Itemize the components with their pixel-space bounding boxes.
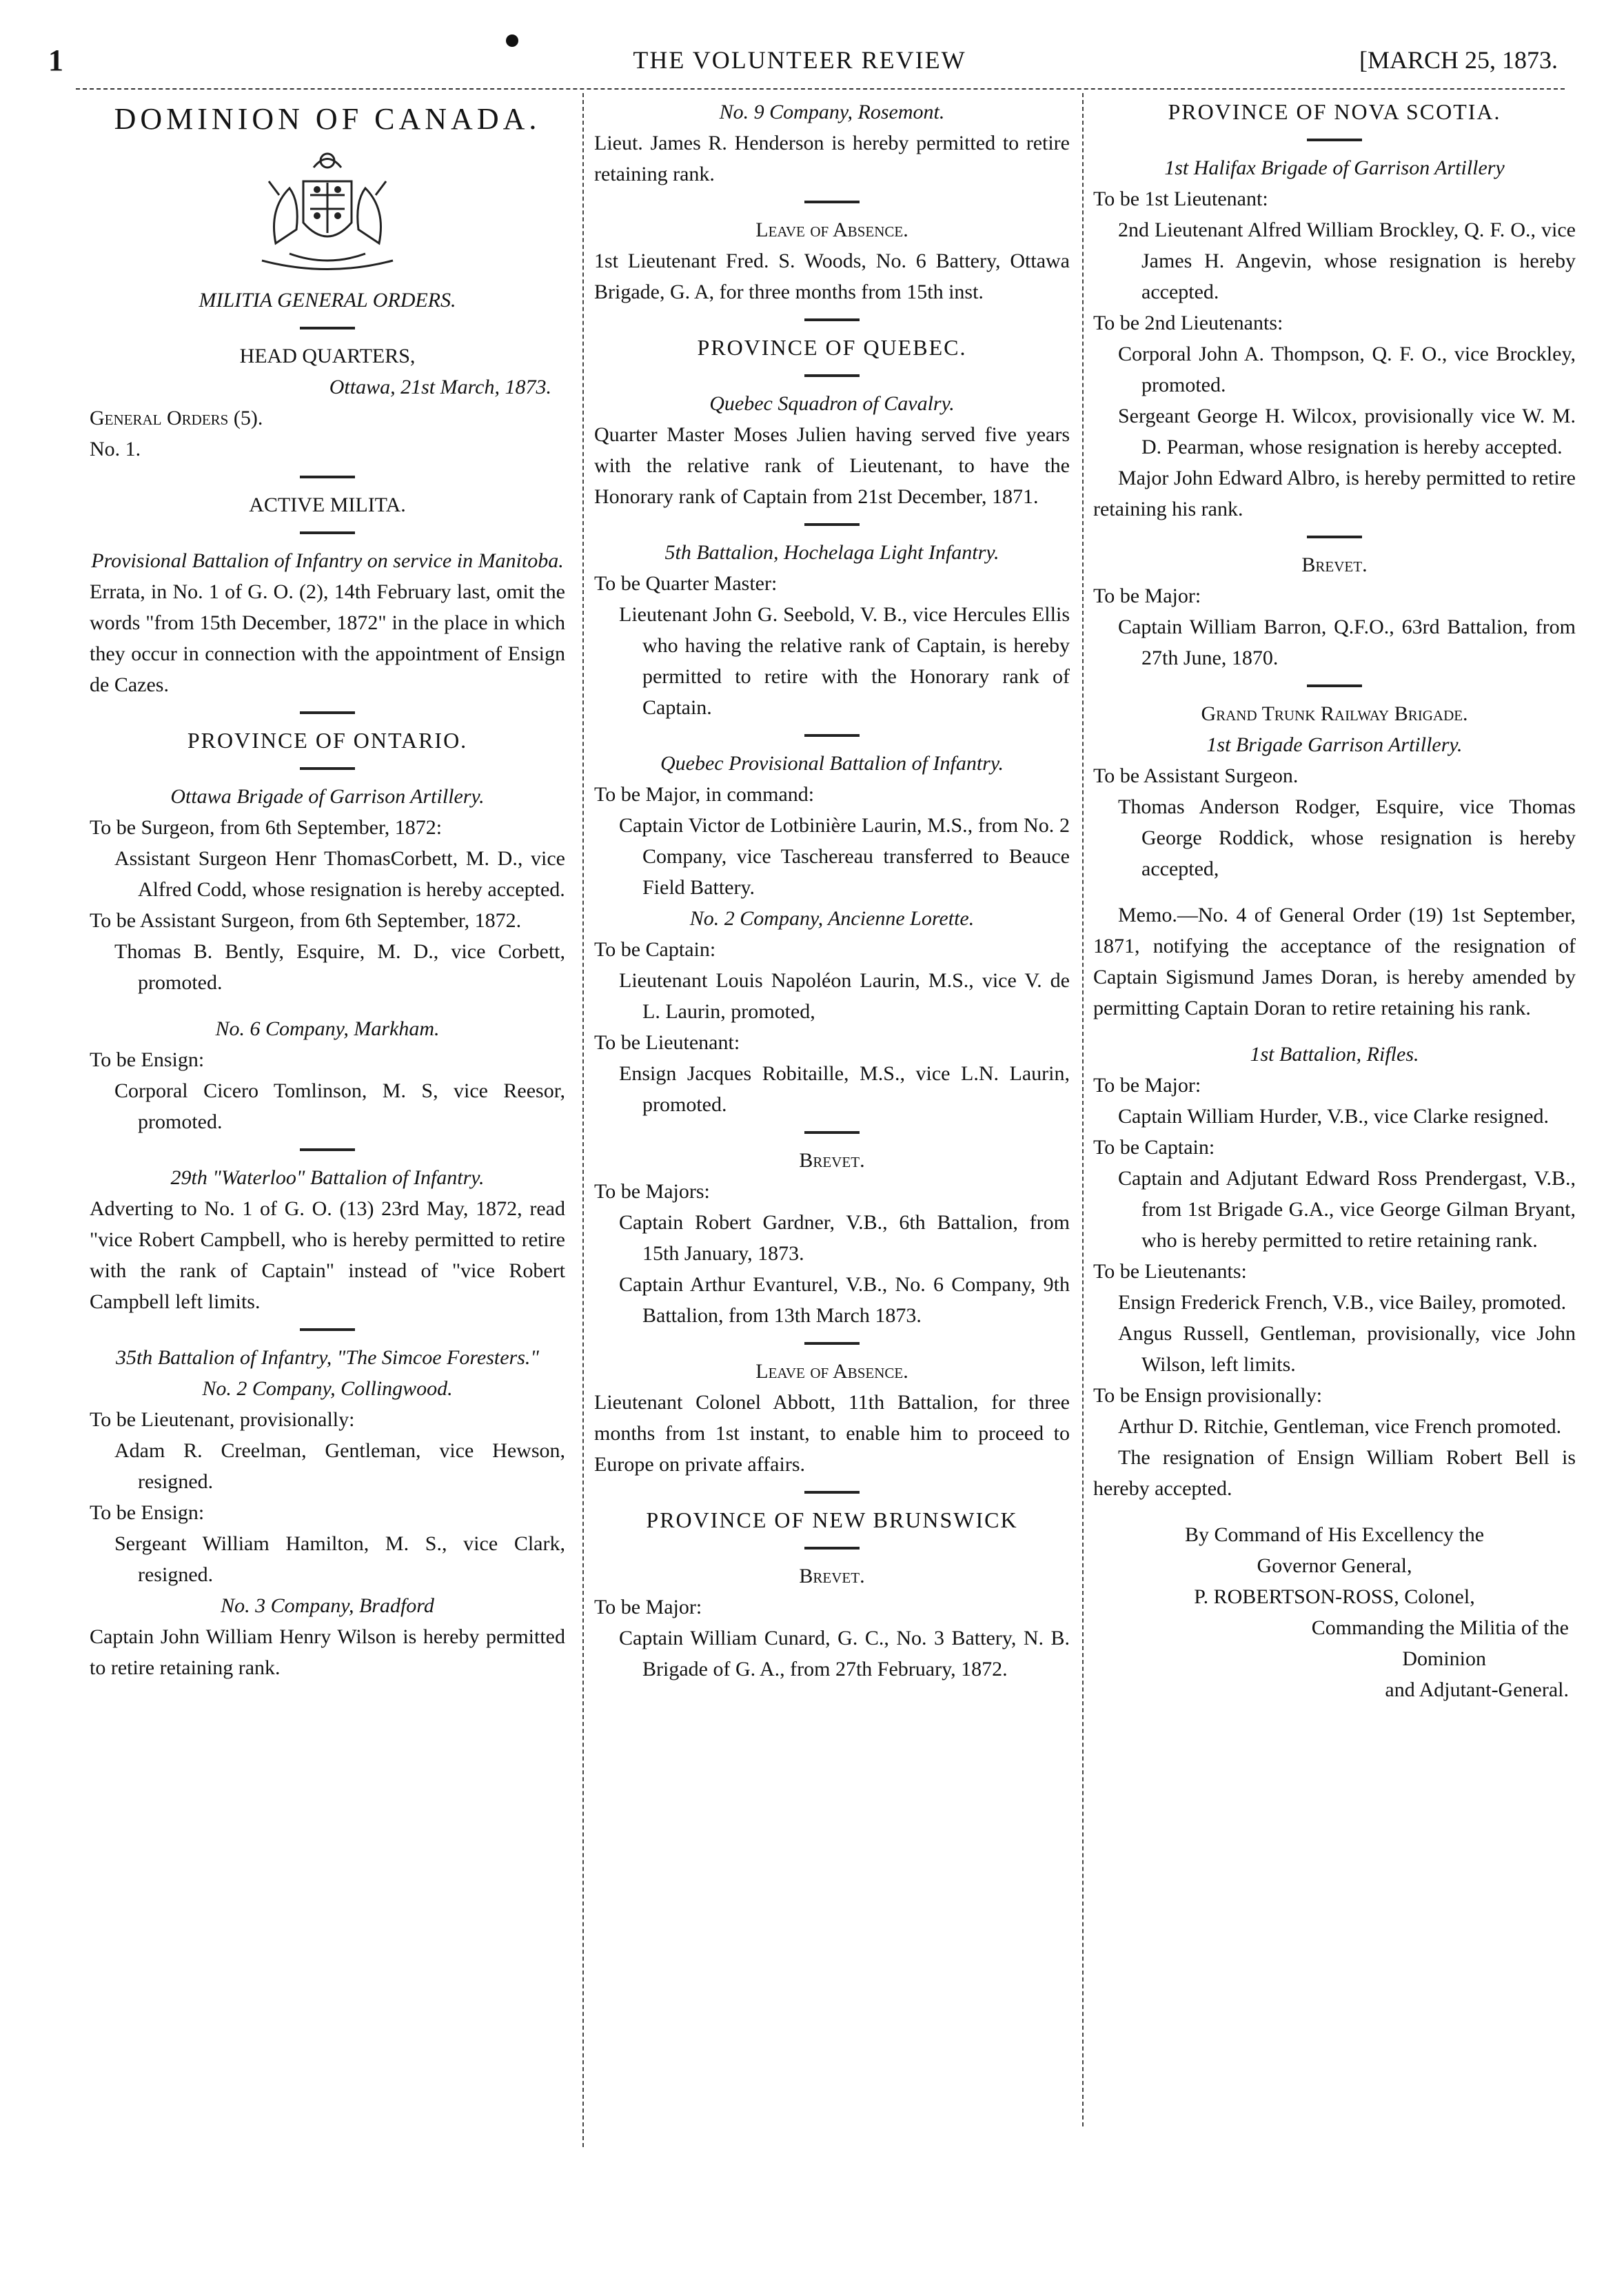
rule: [300, 531, 355, 534]
section-heading: ACTIVE MILITA.: [249, 494, 406, 516]
section-heading: Leave of Absence.: [755, 219, 908, 241]
appointment-line: To be 2nd Lieutenants:: [1093, 312, 1283, 334]
order-paragraph: Major John Edward Albro, is hereby permitted to retire retaining his rank.: [1093, 467, 1576, 520]
appointment-line: To be Majors:: [594, 1180, 710, 1203]
appointment-line: To be Major:: [594, 1596, 702, 1618]
province-heading: PROVINCE OF NOVA SCOTIA.: [1168, 99, 1501, 124]
section-heading: Brevet.: [799, 1149, 865, 1172]
appointment-line: To be Assistant Surgeon.: [1093, 764, 1299, 787]
rule: [804, 201, 860, 203]
unit-heading: No. 9 Company, Rosemont.: [719, 101, 945, 123]
signature-line: Dominion: [1402, 1647, 1486, 1670]
appointment-line: To be Assistant Surgeon, from 6th September, 1872.: [90, 909, 522, 932]
signature-line: By Command of His Excellency the: [1184, 1523, 1485, 1546]
appointment-entry: Assistant Surgeon Henr ThomasCorbett, M. D., vice Alfred Codd, whose resignation is hereby accepted.: [114, 847, 565, 901]
order-paragraph: Lieutenant Colonel Abbott, 11th Battalion, for three months from 1st instant, to enable him to proceed to Europe on private affairs.: [594, 1391, 1070, 1476]
rule: [804, 1491, 860, 1494]
rule: [300, 327, 355, 329]
section-heading: Brevet.: [1301, 553, 1368, 576]
order-paragraph: Lieut. James R. Henderson is hereby permitted to retire retaining rank.: [594, 132, 1070, 185]
dateline: Ottawa, 21st March, 1873.: [329, 376, 551, 398]
appointment-entry: Angus Russell, Gentleman, provisionally, vice John Wilson, left limits.: [1118, 1322, 1576, 1376]
appointment-entry: Captain Robert Gardner, V.B., 6th Battalion, from 15th January, 1873.: [619, 1211, 1070, 1265]
coat-of-arms-emblem: [248, 140, 407, 278]
unit-heading: 1st Brigade Garrison Artillery.: [1206, 733, 1463, 756]
rule: [1307, 684, 1362, 687]
header-rule: [76, 88, 1565, 90]
appointment-entry: Corporal John A. Thompson, Q. F. O., vice Brockley, promoted.: [1118, 343, 1576, 396]
province-heading: PROVINCE OF ONTARIO.: [187, 728, 468, 753]
unit-heading: No. 6 Company, Markham.: [215, 1017, 440, 1040]
unit-heading: Provisional Battalion of Infantry on service in Manitoba.: [91, 549, 564, 572]
order-paragraph: The resignation of Ensign William Robert Bell is hereby accepted.: [1093, 1446, 1576, 1500]
column-divider-2: [1082, 93, 1084, 2126]
signature-name: P. ROBERTSON-ROSS, Colonel,: [1194, 1585, 1475, 1608]
appointment-line: To be Lieutenant, provisionally:: [90, 1408, 355, 1431]
column-2: [594, 96, 1070, 1685]
appointment-entry: Lieutenant Louis Napoléon Laurin, M.S., vice V. de L. Laurin, promoted,: [619, 969, 1070, 1023]
appointment-line: To be Lieutenants:: [1093, 1260, 1247, 1283]
province-heading: PROVINCE OF QUEBEC.: [697, 335, 967, 360]
appointment-line: To be Lieutenant:: [594, 1031, 740, 1054]
appointment-entry: Ensign Frederick French, V.B., vice Bailey, promoted.: [1118, 1291, 1567, 1314]
signature-line: Governor General,: [1257, 1554, 1412, 1577]
appointment-entry: Captain William Cunard, G. C., No. 3 Battery, N. B. Brigade of G. A., from 27th February, 1872.: [619, 1627, 1070, 1680]
appointment-line: To be Major:: [1093, 585, 1201, 607]
rule: [804, 1342, 860, 1345]
appointment-line: To be Captain:: [1093, 1136, 1215, 1159]
rule: [300, 711, 355, 714]
headquarters: HEAD QUARTERS,: [239, 345, 416, 367]
unit-heading: Quebec Provisional Battalion of Infantry.: [660, 752, 1004, 775]
column-3: [1093, 96, 1576, 1705]
appointment-entry: Ensign Jacques Robitaille, M.S., vice L.N. Laurin, promoted.: [619, 1062, 1070, 1116]
appointment-entry: Sergeant William Hamilton, M. S., vice Clark, resigned.: [114, 1532, 565, 1586]
section-heading: Leave of Absence.: [755, 1360, 908, 1383]
page-header: [41, 43, 1558, 84]
unit-heading: 35th Battalion of Infantry, "The Simcoe Foresters.": [115, 1346, 540, 1369]
signature-line: Commanding the Militia of the: [1311, 1616, 1569, 1639]
appointment-entry: Adam R. Creelman, Gentleman, vice Hewson, resigned.: [114, 1439, 565, 1493]
memo-paragraph: Memo.—No. 4 of General Order (19) 1st September, 1871, notifying the acceptance of the resignation of Captain Sigismund James Doran, is hereby amended by permitting Captain Doran to retire retaining his rank.: [1093, 904, 1576, 1019]
dominion-title: DOMINION OF CANADA.: [114, 102, 541, 136]
column-divider-1: [582, 93, 584, 2147]
order-paragraph: 1st Lieutenant Fred. S. Woods, No. 6 Battery, Ottawa Brigade, G. A, for three months from 15th inst.: [594, 250, 1070, 303]
unit-heading: 5th Battalion, Hochelaga Light Infantry.: [664, 541, 999, 564]
general-orders-ref: General Orders (5).: [90, 407, 263, 429]
appointment-entry: Captain Arthur Evanturel, V.B., No. 6 Company, 9th Battalion, from 13th March 1873.: [619, 1273, 1070, 1327]
section-heading: Brevet.: [799, 1565, 865, 1587]
appointment-line: To be Quarter Master:: [594, 572, 778, 595]
appointment-line: To be Ensign:: [90, 1048, 205, 1071]
appointment-line: To be Captain:: [594, 938, 716, 961]
appointment-entry: Captain and Adjutant Edward Ross Prendergast, V.B., from 1st Brigade G.A., vice George Gilman Bryant, who is hereby permitted to retire retaining rank.: [1118, 1167, 1576, 1252]
rule: [300, 476, 355, 478]
rule: [1307, 536, 1362, 538]
unit-heading: 1st Battalion, Rifles.: [1250, 1043, 1419, 1066]
order-paragraph: Captain John William Henry Wilson is hereby permitted to retire retaining rank.: [90, 1625, 565, 1679]
province-heading: PROVINCE OF NEW BRUNSWICK: [646, 1507, 1018, 1532]
section-heading: Grand Trunk Railway Brigade.: [1201, 702, 1468, 725]
unit-heading: No. 3 Company, Bradford: [221, 1594, 434, 1617]
rule: [804, 523, 860, 526]
appointment-line: To be Ensign provisionally:: [1093, 1384, 1323, 1407]
appointment-entry: Captain Victor de Lotbinière Laurin, M.S., from No. 2 Company, vice Taschereau transferred to Beauce Field Battery.: [619, 814, 1070, 899]
rule: [300, 1328, 355, 1331]
unit-heading: No. 2 Company, Collingwood.: [202, 1377, 453, 1400]
rule: [300, 1148, 355, 1151]
appointment-line: To be Major, in command:: [594, 783, 815, 806]
appointment-line: To be Major:: [1093, 1074, 1201, 1097]
appointment-entry: Lieutenant John G. Seebold, V. B., vice Hercules Ellis who having the relative rank of Captain, is hereby permitted to retire with the Honorary rank of Captain.: [619, 603, 1070, 719]
unit-heading: 29th "Waterloo" Battalion of Infantry.: [170, 1166, 485, 1189]
rule: [804, 1131, 860, 1134]
rule: [804, 318, 860, 321]
rule: [804, 734, 860, 737]
publication-title: THE VOLUNTEER REVIEW: [633, 46, 966, 74]
appointment-line: To be 1st Lieutenant:: [1093, 187, 1268, 210]
order-number: No. 1.: [90, 438, 141, 460]
appointment-entry: Thomas B. Bently, Esquire, M. D., vice Corbett, promoted.: [114, 940, 565, 994]
column-1: [90, 96, 565, 1683]
appointment-line: To be Ensign:: [90, 1501, 205, 1524]
order-paragraph: Quarter Master Moses Julien having served five years with the relative rank of Lieutenant, to have the Honorary rank of Captain from 21st December, 1871.: [594, 423, 1070, 508]
rule: [804, 1547, 860, 1550]
rule: [300, 767, 355, 770]
rule: [804, 374, 860, 377]
unit-heading: 1st Halifax Brigade of Garrison Artillery: [1164, 156, 1505, 179]
rule: [1307, 139, 1362, 141]
appointment-line: To be Surgeon, from 6th September, 1872:: [90, 816, 443, 839]
page-number: 1: [48, 43, 63, 77]
appointment-entry: 2nd Lieutenant Alfred William Brockley, Q. F. O., vice James H. Angevin, whose resignation is hereby accepted.: [1118, 219, 1576, 303]
orders-title: MILITIA GENERAL ORDERS.: [199, 289, 456, 312]
errata-paragraph: Errata, in No. 1 of G. O. (2), 14th February last, omit the words "from 15th December, 1872" in the place in which they occur in connection with the appointment of Ensign de Cazes.: [90, 580, 565, 696]
unit-heading: Ottawa Brigade of Garrison Artillery.: [170, 785, 485, 808]
signature-line: and Adjutant-General.: [1385, 1678, 1569, 1701]
appointment-entry: Sergeant George H. Wilcox, provisionally vice W. M. D. Pearman, whose resignation is hereby accepted.: [1118, 405, 1576, 458]
appointment-entry: Captain William Hurder, V.B., vice Clarke resigned.: [1118, 1105, 1549, 1128]
order-paragraph: Adverting to No. 1 of G. O. (13) 23rd May, 1872, read "vice Robert Campbell, who is hereby permitted to retire with the rank of Captain" instead of "vice Robert Campbell left limits.: [90, 1197, 565, 1313]
unit-heading: No. 2 Company, Ancienne Lorette.: [689, 907, 975, 930]
unit-heading: Quebec Squadron of Cavalry.: [709, 392, 955, 415]
appointment-entry: Arthur D. Ritchie, Gentleman, vice French promoted.: [1118, 1415, 1562, 1438]
issue-date: [MARCH 25, 1873.: [1359, 46, 1558, 74]
appointment-entry: Corporal Cicero Tomlinson, M. S, vice Reesor, promoted.: [114, 1079, 565, 1133]
appointment-entry: Captain William Barron, Q.F.O., 63rd Battalion, from 27th June, 1870.: [1118, 616, 1576, 669]
appointment-entry: Thomas Anderson Rodger, Esquire, vice Thomas George Roddick, whose resignation is hereby accepted,: [1118, 795, 1576, 880]
